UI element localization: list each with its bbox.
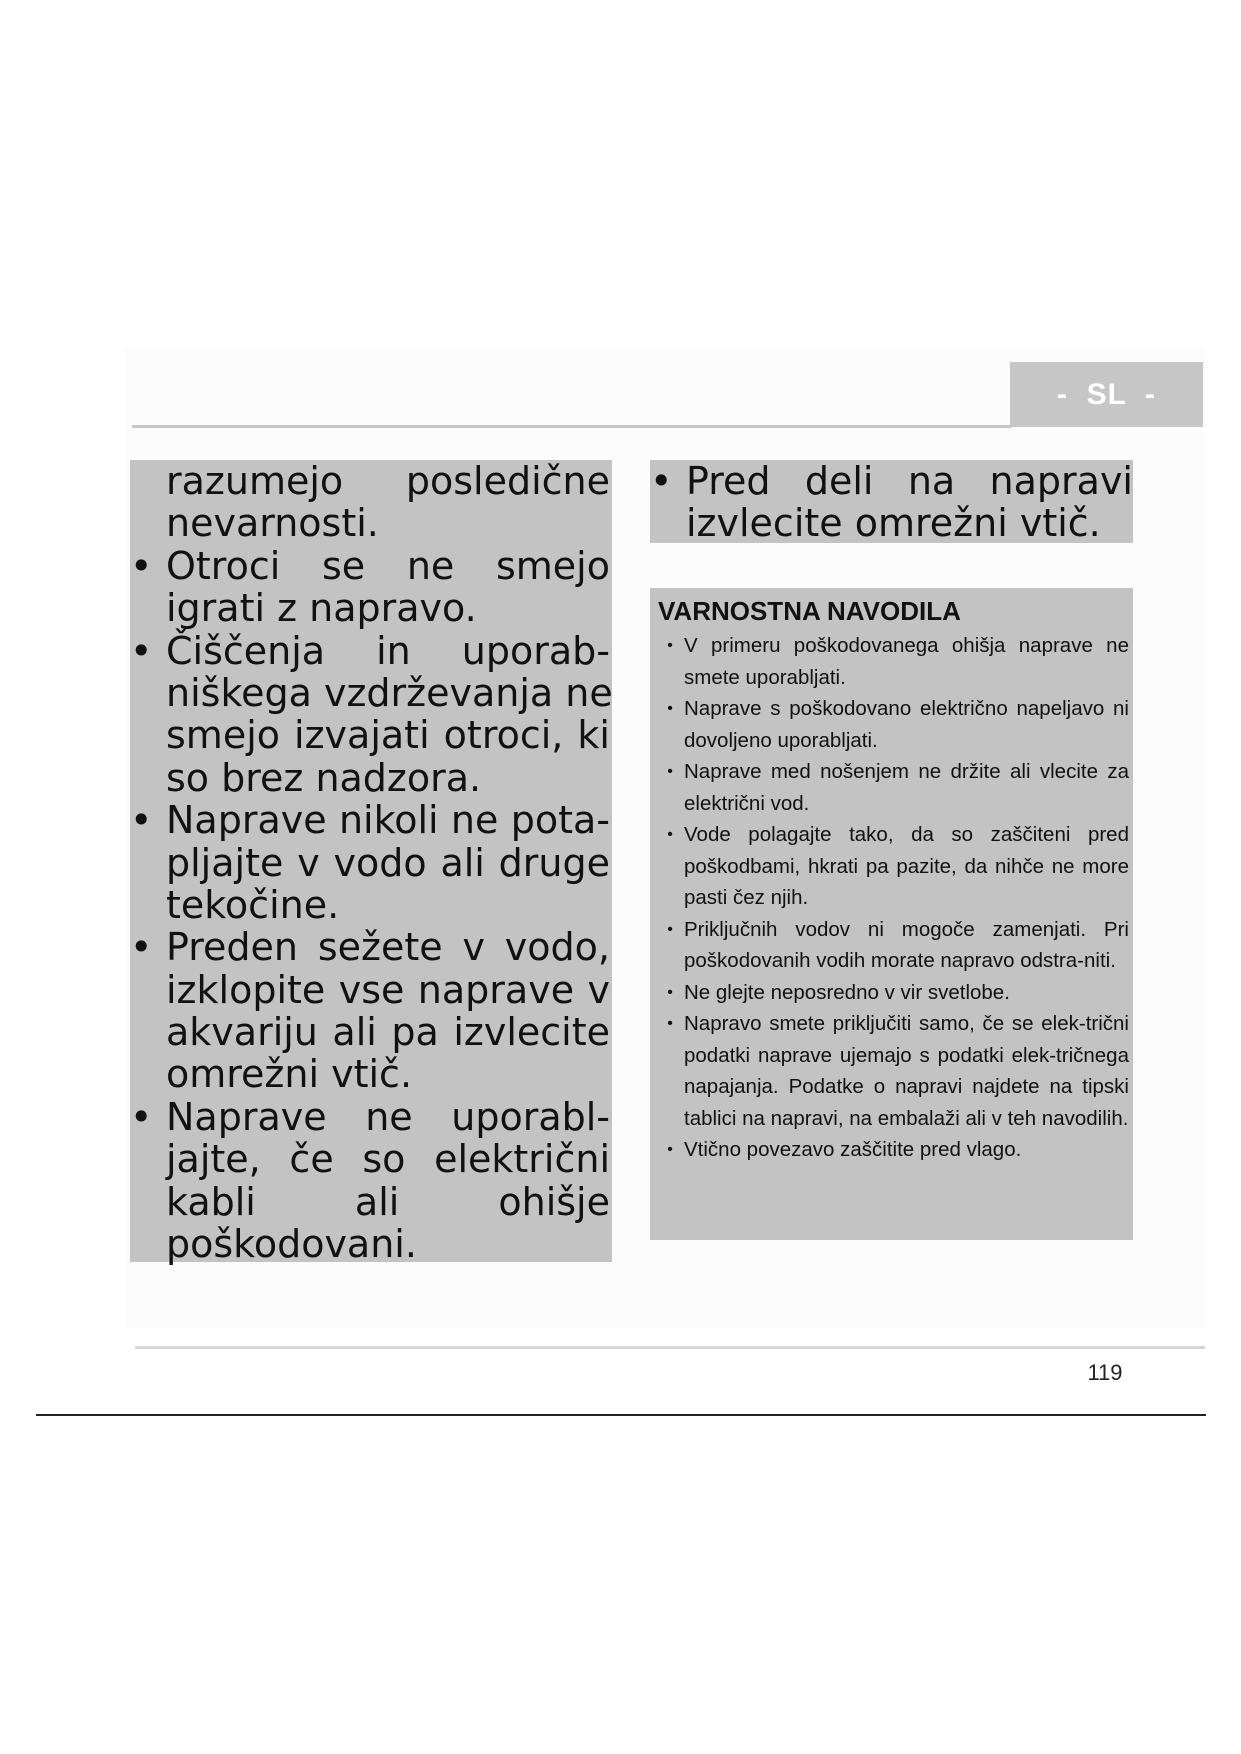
safety-item-text: Naprave s poškodovano električno napeljavo ni dovoljeno uporabljati.: [684, 697, 1129, 752]
bullet-text: Pred deli na napravi: [686, 459, 1133, 503]
text-line: izklopite vse naprave v: [166, 967, 610, 1012]
text-line: akvariju ali pa izvlecite: [166, 1010, 610, 1055]
safety-items-list: [656, 630, 1129, 1166]
safety-item-text: Napravo smete priključiti samo, če se elek-trični podatki naprave ujemajo s podatki elek-tričnega napajanja. Podatke o napravi najdete na tipski tablici na napravi, na embalaži ali v teh navodilih.: [684, 1012, 1129, 1130]
bullet-icon: •: [130, 1094, 153, 1139]
bullet-icon: •: [667, 920, 673, 938]
bullet-icon: •: [667, 983, 673, 1001]
bullet-icon: •: [667, 826, 673, 843]
bullet-line: [130, 630, 610, 672]
safety-item: [656, 1134, 1129, 1166]
safety-item: [656, 977, 1129, 1009]
safety-item-text: Ne glejte neposredno v vir svetlobe.: [684, 980, 1010, 1004]
bullet-icon: •: [667, 700, 673, 717]
bullet-line: [130, 1096, 610, 1138]
bullet-icon: •: [667, 763, 673, 780]
text-line: kabli ali ohišje: [166, 1179, 610, 1224]
bullet-line: [650, 460, 1133, 502]
safety-box-title: VARNOSTNA NAVODILA: [658, 596, 961, 626]
text-line: razumejo posledične: [166, 459, 610, 503]
bullet-icon: •: [650, 459, 673, 503]
safety-item-text: V primeru poškodovanega ohišja naprave ne smete uporabljati.: [684, 634, 1129, 689]
safety-item-text: Vode polagajte tako, da so zaščiteni pred poškodbami, hkrati pa pazite, da nihče ne more pasti čez njih.: [684, 823, 1129, 909]
text-line: poškodovani.: [166, 1222, 417, 1267]
safety-item: [656, 1008, 1129, 1134]
safety-item-text: Priključnih vodov ni mogoče zamenjati. Pri poškodovanih vodih morate napravo odstra-niti.: [684, 917, 1129, 972]
bullet-icon: •: [130, 925, 153, 970]
bullet-line: [130, 926, 610, 968]
header-rule: [132, 425, 1012, 428]
text-line: jajte, če so električni: [166, 1137, 610, 1182]
footer-rule: [135, 1346, 1205, 1349]
bullet-text: Otroci se ne smejo: [166, 543, 610, 588]
bullet-icon: •: [667, 1015, 673, 1032]
text-line: omrežni vtič.: [166, 1052, 413, 1097]
right-top-box: [650, 459, 1133, 546]
bullet-text: Naprave nikoli ne pota-: [166, 798, 610, 843]
page-number: 119: [1087, 1360, 1123, 1385]
safety-item: [656, 756, 1129, 819]
text-line: nevarnosti.: [166, 501, 379, 546]
text-line: igrati z napravo.: [166, 586, 477, 631]
text-line: so brez nadzora.: [166, 755, 482, 800]
bullet-text: Preden sežete v vodo,: [166, 925, 610, 970]
bullet-icon: •: [130, 543, 153, 588]
bullet-icon: •: [130, 628, 153, 673]
safety-item-text: Naprave med nošenjem ne držite ali vlecite za električni vod.: [684, 760, 1129, 815]
safety-item-text: Vtično povezavo zaščitite pred vlago.: [684, 1138, 1022, 1161]
safety-instructions-box: [650, 588, 1133, 1240]
bullet-icon: •: [667, 637, 673, 654]
text-line: izvlecite omrežni vtič.: [686, 501, 1101, 546]
bullet-text: Čiščenja in uporab-: [166, 628, 610, 673]
safety-item: [656, 693, 1129, 756]
safety-item: [656, 819, 1129, 914]
left-column-box: [130, 459, 613, 1267]
text-line: tekočine.: [166, 882, 340, 927]
bottom-rule: [36, 1414, 1206, 1416]
bullet-line: [130, 545, 610, 587]
text-line: smejo izvajati otroci, ki: [166, 713, 610, 758]
bullet-icon: •: [667, 1141, 673, 1158]
safety-item: [656, 630, 1129, 693]
text-line: niškega vzdrževanja ne: [166, 670, 613, 715]
bullet-line: [130, 799, 610, 841]
text-line: pljajte v vodo ali druge: [166, 840, 610, 885]
language-tab: - SL -: [1010, 362, 1203, 427]
safety-item: [656, 914, 1129, 977]
bullet-icon: •: [130, 798, 153, 843]
bullet-text: Naprave ne uporabl-: [166, 1094, 610, 1139]
